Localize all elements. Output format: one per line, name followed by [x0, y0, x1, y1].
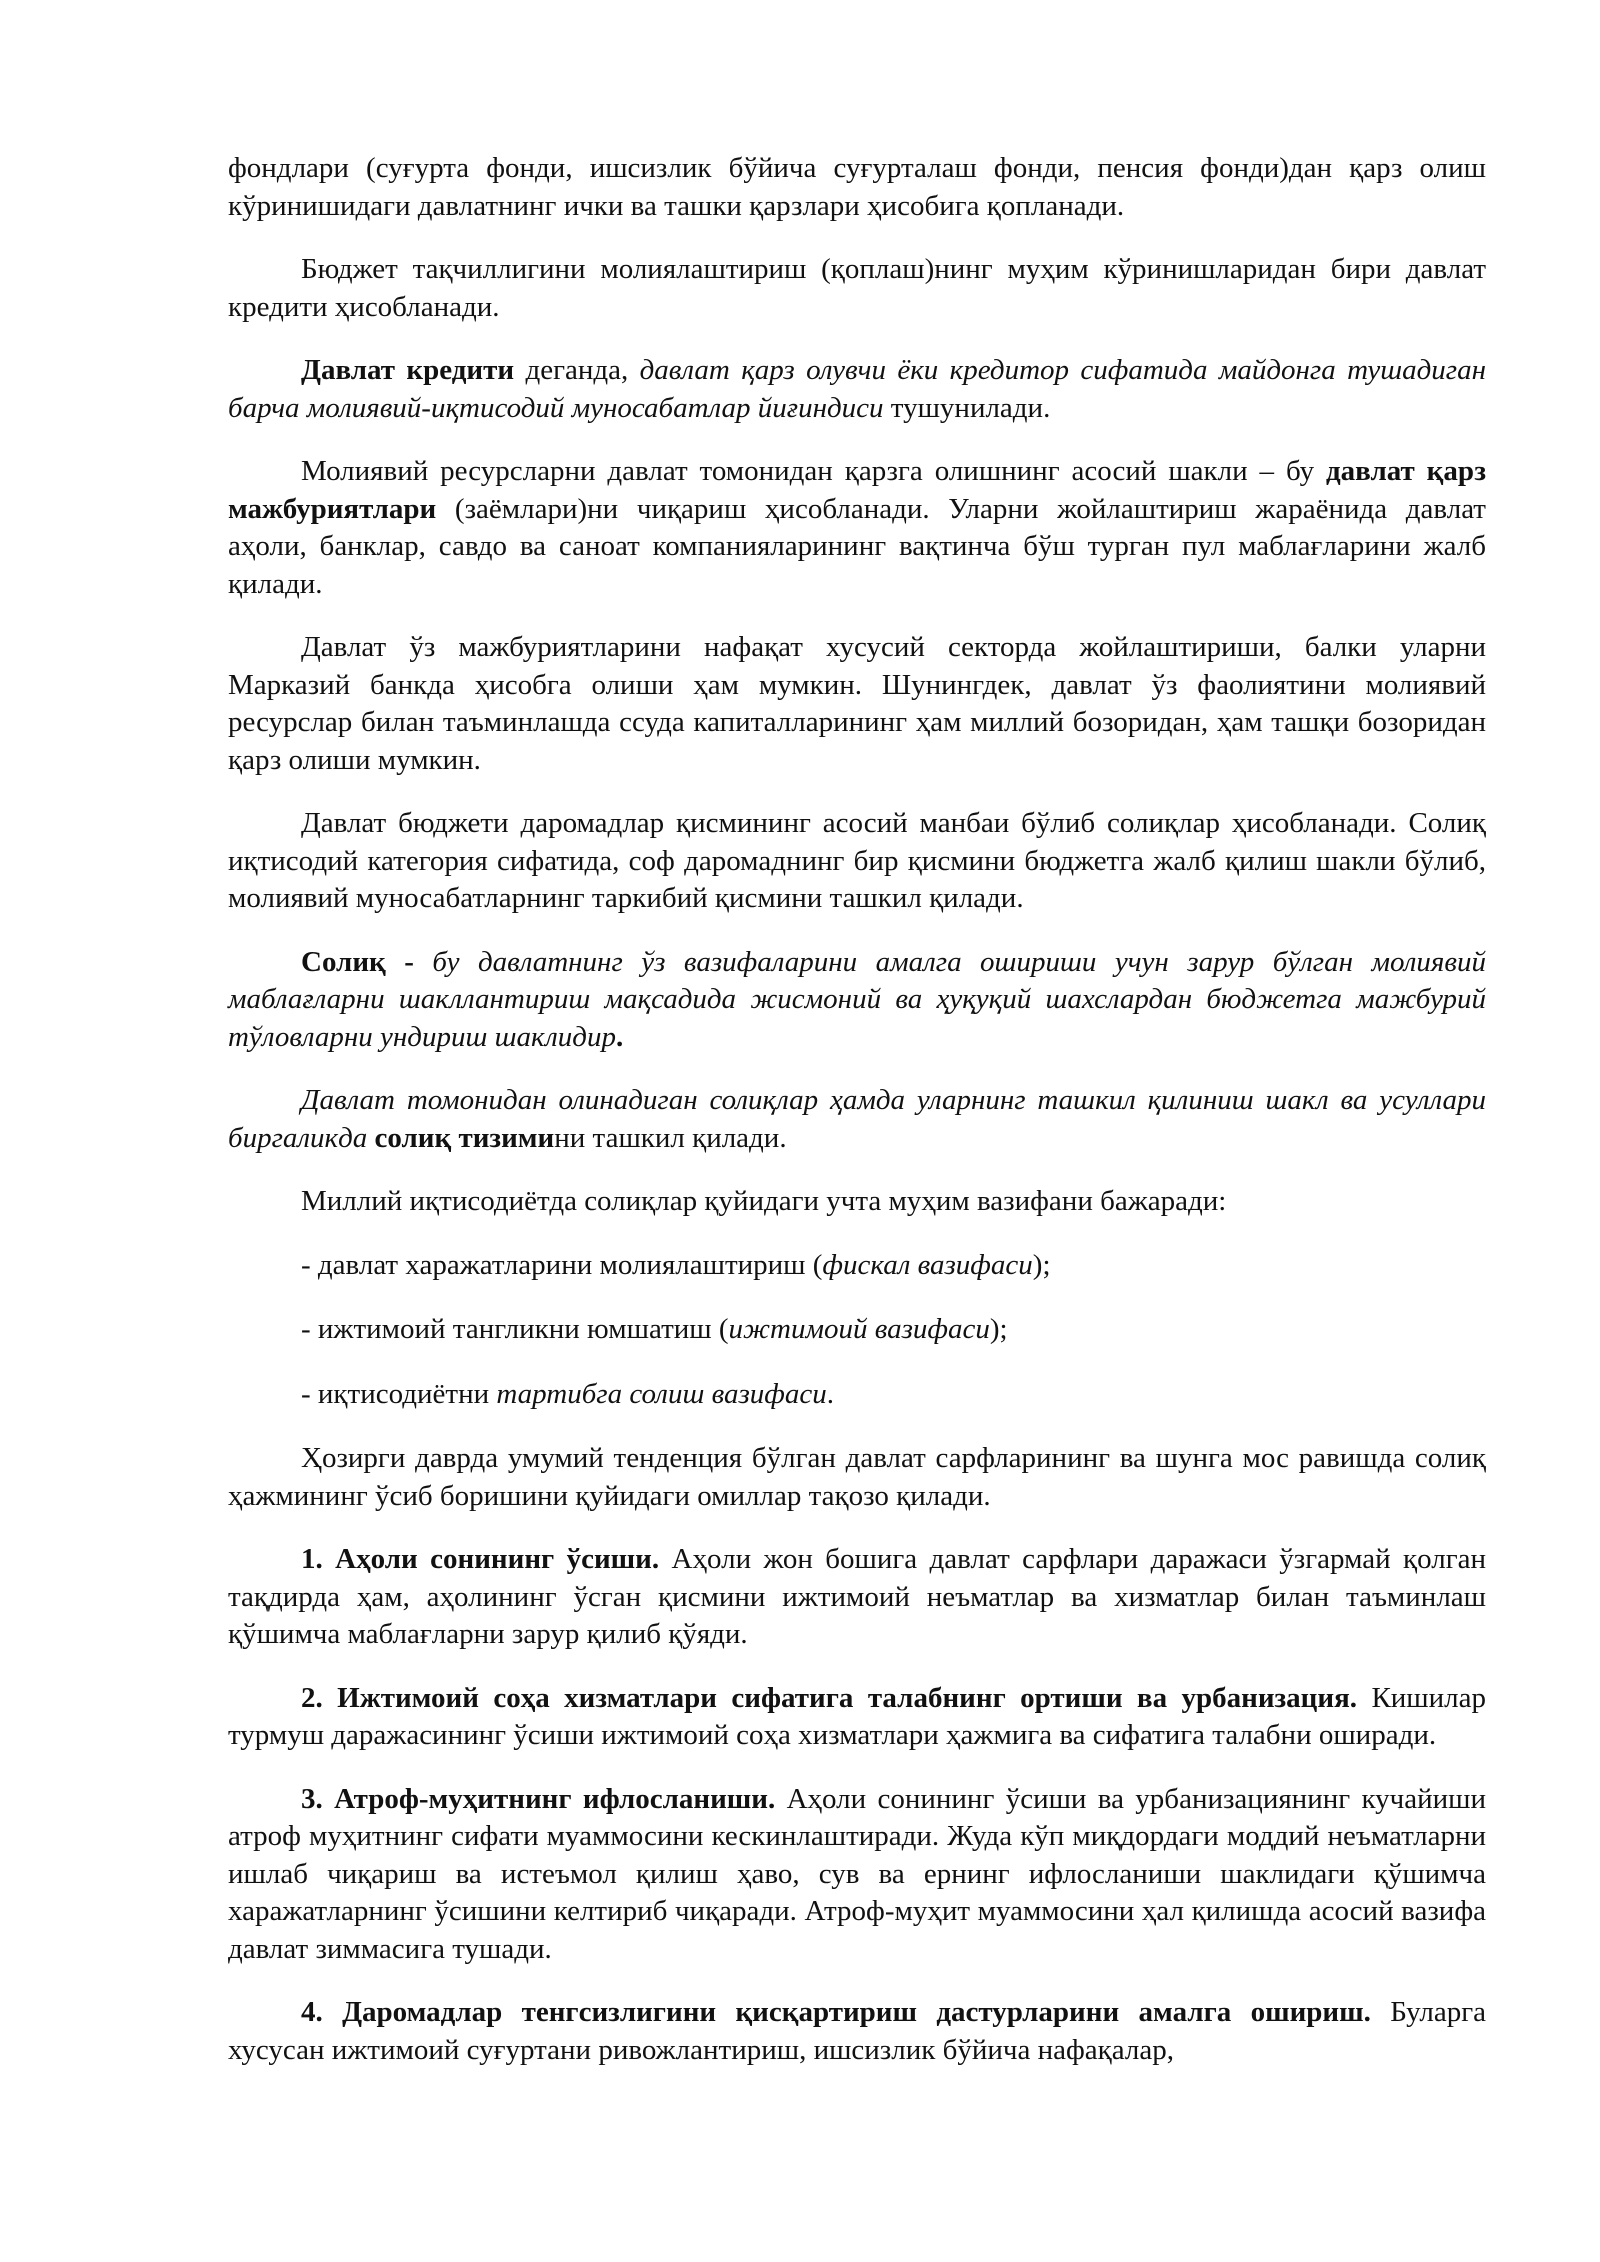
paragraph-tax-functions-intro [228, 1183, 1486, 1221]
text: Буларга хусусан ижтимоий суғуртани ривожлантириш, ишсизлик бўйича нафақалар, [228, 1996, 1486, 2066]
text: . [615, 1020, 624, 1053]
numbered-item-pollution [228, 1781, 1486, 1969]
text: фискал вазифаси [822, 1248, 1033, 1281]
list-item-regulatory [228, 1376, 1486, 1414]
paragraph-spending-trend [228, 1440, 1486, 1515]
text: - иқтисодиётни [301, 1377, 497, 1410]
text: ни ташкил қилади. [554, 1121, 787, 1154]
text: Аҳоли жон бошига давлат сарфлари даражаси ўзгармай қолган тақдирда ҳам, аҳолининг ўсган қисмини ижтимоий неъматлар ва хизматлар билан таъминлаш қўшимча маблағларни зарур қилиб қўяди. [228, 1543, 1487, 1650]
paragraph-debt-obligations [228, 453, 1486, 603]
text: Миллий иқтисодиётда солиқлар қуйидаги учта муҳим вазифани бажаради: [301, 1185, 1227, 1217]
text: Аҳоли сонининг ўсиши ва урбанизациянинг кучайиши атроф муҳитнинг сифати муаммосини кескинлаштиради. Жуда кўп миқдордаги моддий неъматларни ишлаб чиқариш ва истеъмол қилиш ҳаво, сув ва ернинг ифлосланиши шаклидаги қўшимча харажатларнинг ўсишини келтириб чиқаради. Атроф-муҳит муаммосини ҳал қилишда асосий вазифа давлат зиммасига тушади. [228, 1782, 1487, 1965]
term-tax: Солиқ - [301, 945, 414, 978]
text: Давлат ўз мажбуриятларини нафақат хусусий секторда жойлаштириши, балки уларни Марказий банкда ҳисобга олиши ҳам мумкин. Шунингдек, давлат ўз фаолиятини молиявий ресурслар билан таъминлашда ссуда капиталларининг ҳам миллий бозоридан, ҳам ташқи бозоридан қарз олиши мумкин. [228, 631, 1486, 776]
text: деганда, [514, 354, 640, 386]
paragraph-central-bank [228, 629, 1486, 779]
text: Ҳозирги даврда умумий тенденция бўлган давлат сарфларининг ва шунга мос равишда солиқ ҳажмининг ўсиб боришини қуйидаги омиллар тақозо қилади. [228, 1442, 1486, 1512]
item-heading: 3. Атроф-муҳитнинг ифлосланиши. [301, 1782, 776, 1815]
paragraph-tax-definition [228, 944, 1486, 1057]
text: ижтимоий вазифаси [728, 1313, 990, 1345]
term-debt-obligations: давлат қарз мажбуриятлари [228, 455, 1486, 525]
numbered-item-population-growth [228, 1541, 1486, 1654]
paragraph-funds [228, 150, 1486, 225]
text: - давлат харажатларини молиялаштириш ( [301, 1248, 823, 1281]
text: . [826, 1377, 834, 1410]
item-heading: 2. Ижтимоий соҳа хизматлари сифатига талабнинг ортиши ва урбанизация. [301, 1681, 1358, 1714]
term-state-credit: Давлат кредити [301, 354, 515, 386]
item-heading: 1. Аҳоли сонининг ўсиши. [301, 1543, 660, 1575]
definition-text: давлат қарз олувчи ёки кредитор сифатида майдонга тушадиган барча молиявий-иқтисодий муносабатлар йиғиндиси [228, 354, 1486, 424]
paragraph-budget-deficit [228, 251, 1486, 326]
numbered-item-income-inequality [228, 1994, 1486, 2069]
text: ); [1032, 1248, 1051, 1281]
text: Давлат томонидан олинадиган солиқлар ҳамда уларнинг ташкил қилиниш шакл ва усуллари биргаликда [228, 1084, 1486, 1154]
list-item-fiscal [228, 1247, 1486, 1285]
paragraph-state-credit-definition [228, 352, 1486, 427]
paragraph-tax-system [228, 1082, 1486, 1157]
definition-text: бу давлатнинг ўз вазифаларини амалга ошириши учун зарур бўлган молиявий маблағларни шакллантириш мақсадида жисмоний ва ҳуқуқий шахслардан бюджетга мажбурий тўловларни ундириш шаклидир [228, 945, 1486, 1053]
text: - ижтимоий тангликни юмшатиш ( [301, 1313, 729, 1345]
text: тартибга солиш вазифаси [496, 1377, 827, 1410]
text: Бюджет тақчиллигини молиялаштириш (қоплаш)нинг муҳим кўринишларидан бири давлат кредити ҳисобланади. [228, 253, 1486, 323]
text: (заёмлари)ни чиқариш ҳисобланади. Уларни жойлаштириш жараёнида давлат аҳоли, банклар, савдо ва саноат компанияларининг вақтинча бўш турган пул маблағларини жалб қилади. [228, 492, 1486, 600]
text: фондлари (суғурта фонди, ишсизлик бўйича суғурталаш фонди, пенсия фонди)дан қарз олиш кўринишидаги давлатнинг ички ва ташки қарзлари ҳисобига қопланади. [228, 152, 1486, 222]
text: Молиявий ресурсларни давлат томонидан қарзга олишнинг асосий шакли – бу [301, 455, 1327, 487]
text: тушунилади. [883, 391, 1051, 424]
term-tax-system: солиқ тизими [374, 1121, 555, 1154]
text: Давлат бюджети даромадлар қисмининг асосий манбаи бўлиб солиқлар ҳисобланади. Солиқ иқтисодий категория сифатида, соф даромаднинг бир қисмини бюджетга жалб қилиш шакли бўлиб, молиявий муносабатларнинг таркибий қисмини ташкил қилади. [228, 807, 1486, 914]
document-page [228, 150, 1486, 2095]
item-heading: 4. Даромадлар тенгсизлигини қисқартириш дастурларини амалга ошириш. [301, 1996, 1371, 2028]
numbered-item-social-services [228, 1680, 1486, 1755]
list-item-social [228, 1311, 1486, 1349]
text: ); [989, 1313, 1008, 1345]
text: Кишилар турмуш даражасининг ўсиши ижтимоий соҳа хизматлари ҳажмига ва сифатига талабни оширади. [228, 1681, 1486, 1751]
paragraph-budget-revenue [228, 805, 1486, 918]
